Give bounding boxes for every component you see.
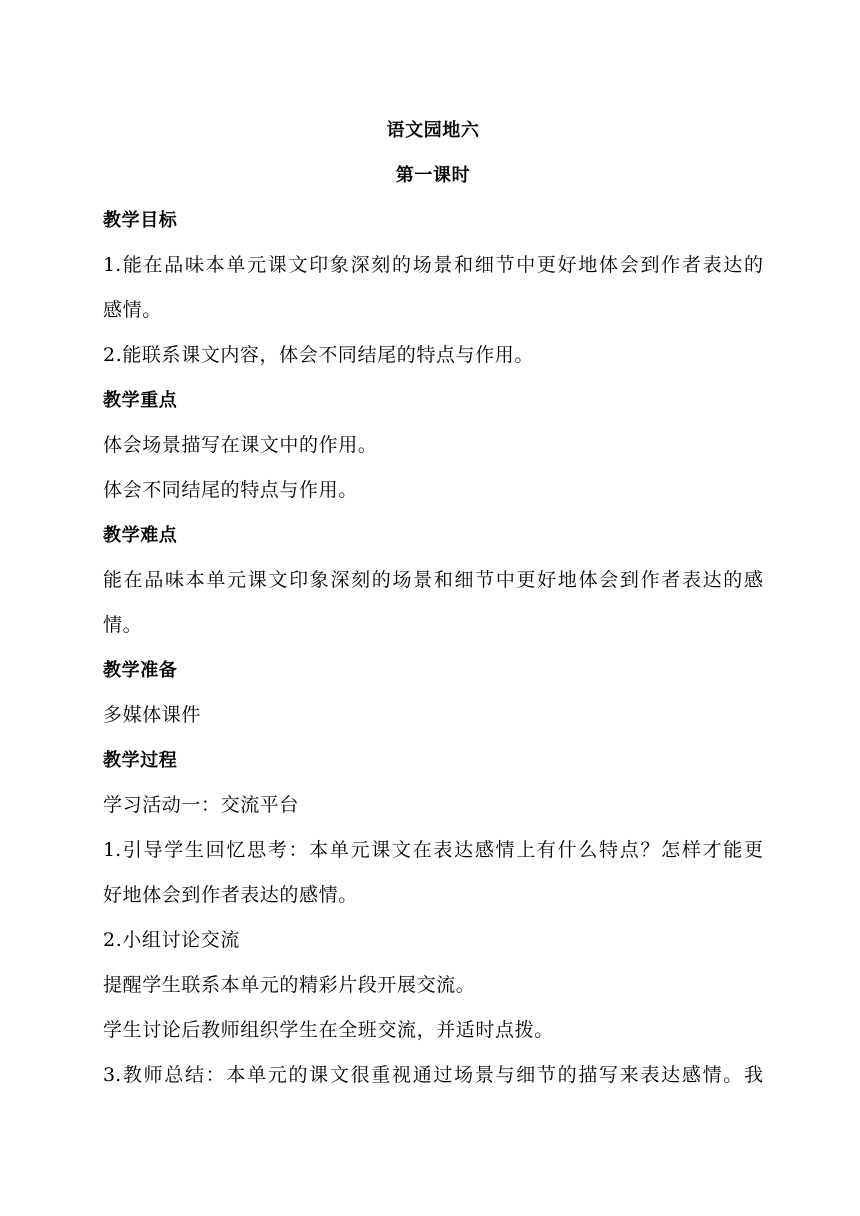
objective-item-1-line-2: 感情。 bbox=[103, 299, 162, 321]
preparation-heading: 教学准备 bbox=[103, 660, 178, 681]
process-step-1-line-1: 1.引导学生回忆思考：本单元课文在表达感情上有什么特点？怎样才能更 bbox=[103, 839, 763, 861]
difficulty-line-1: 能在品味本单元课文印象深刻的场景和细节中更好地体会到作者表达的感 bbox=[103, 569, 763, 591]
objectives-heading: 教学目标 bbox=[103, 210, 178, 231]
activity-1-title: 学习活动一：交流平台 bbox=[103, 794, 300, 816]
key-point-line-2: 体会不同结尾的特点与作用。 bbox=[103, 479, 358, 501]
document-subtitle: 第一课时 bbox=[395, 165, 471, 186]
preparation-line-1: 多媒体课件 bbox=[103, 704, 202, 726]
difficulty-line-2: 情。 bbox=[103, 614, 143, 636]
process-step-2: 2.小组讨论交流 bbox=[103, 929, 240, 951]
key-point-line-1: 体会场景描写在课文中的作用。 bbox=[103, 434, 378, 456]
process-step-2-detail-2: 学生讨论后教师组织学生在全班交流，并适时点拨。 bbox=[103, 1019, 554, 1041]
process-step-2-detail-1: 提醒学生联系本单元的精彩片段开展交流。 bbox=[103, 974, 476, 996]
document-content bbox=[103, 108, 763, 1098]
process-heading: 教学过程 bbox=[103, 750, 178, 771]
document-title: 语文园地六 bbox=[386, 120, 480, 141]
key-points-heading: 教学重点 bbox=[103, 390, 178, 411]
objective-item-2: 2.能联系课文内容，体会不同结尾的特点与作用。 bbox=[103, 344, 534, 366]
process-step-3-line-1: 3.教师总结：本单元的课文很重视通过场景与细节的描写来表达感情。我 bbox=[103, 1064, 763, 1086]
process-step-1-line-2: 好地体会到作者表达的感情。 bbox=[103, 884, 358, 906]
difficulties-heading: 教学难点 bbox=[103, 525, 178, 546]
objective-item-1-line-1: 1.能在品味本单元课文印象深刻的场景和细节中更好地体会到作者表达的 bbox=[103, 254, 763, 276]
